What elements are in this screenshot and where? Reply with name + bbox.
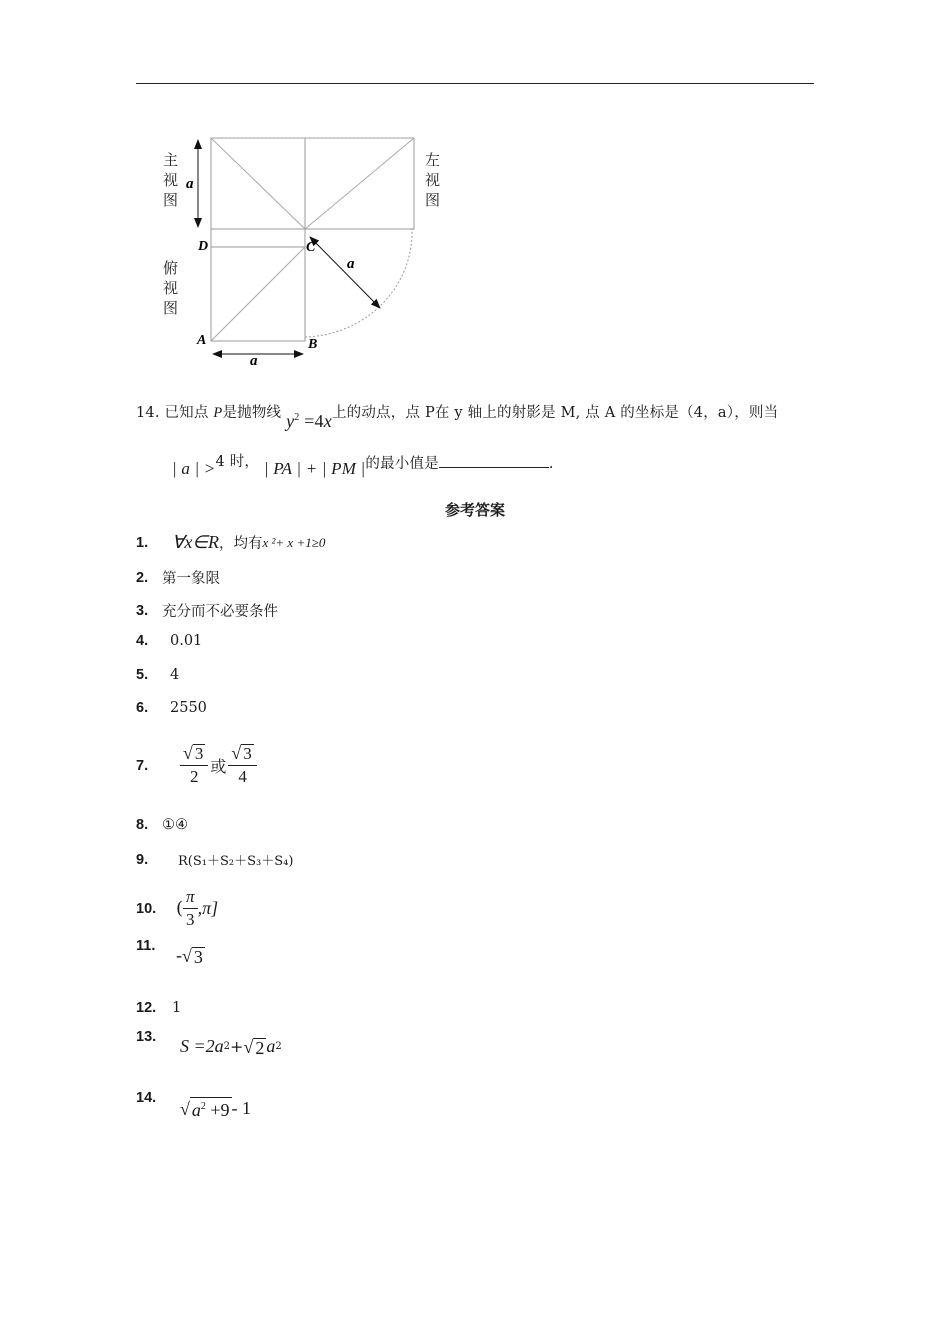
answer-7: 7. √ 3 2 或 √ 3 4 [136, 743, 259, 788]
point-a-label: A [197, 333, 207, 348]
width-label: a [250, 353, 258, 369]
answer-3: 3. 充分而不必要条件 [136, 602, 278, 620]
answer-blank [439, 453, 549, 468]
answer-6: 6. 2550 [136, 700, 207, 716]
answer-10: 10. ( $\frac{\pi}{3}$ ,π] [136, 887, 219, 929]
fraction-sqrt3-over-4: √ 3 4 [228, 743, 256, 788]
answer-8: 8. ①④ [136, 817, 188, 833]
answer-9: 9. R(S₁＋S₂＋S₃＋S₄) [136, 851, 294, 869]
front-view-label: 主视图 [163, 153, 179, 209]
left-view-label: 左视图 [425, 153, 441, 209]
pa-pm-expression: | PA | + | PM | [263, 459, 366, 478]
parabola-equation: $y^2 =4x$ [286, 411, 332, 431]
point-d-label: D [198, 239, 209, 254]
answer-2: 2. 第一象限 [136, 569, 220, 587]
answer-heading: 参考答案 [444, 501, 505, 519]
answer-4: 4. 0.01 [136, 633, 203, 649]
answer-13: 13. S =2a 2 + √ 2 a 2 [136, 1028, 282, 1058]
answer-1: 1. ∀x∈R ，均有 x ²+ x +1≥0 [136, 532, 326, 552]
point-b-label: B [308, 337, 318, 352]
height-label: a [186, 176, 194, 192]
answer-12: 12. 1 [136, 1000, 182, 1016]
projection-arc [305, 229, 412, 337]
answer-11: 11. - √ 3 [136, 937, 203, 967]
radius-arrow [310, 237, 380, 308]
top-view-diagonal [211, 247, 305, 341]
header-rule [136, 83, 814, 84]
abs-a: | a | > [172, 459, 216, 478]
top-view-label: 俯视图 [163, 261, 179, 317]
answer-14: 14. √ $a^2 +9$ - 1 [136, 1090, 252, 1120]
left-view-diagonal [305, 138, 414, 229]
answer-5: 5. 4 [136, 667, 180, 683]
question-14-line1: 14. 已知点 P是抛物线 $y^2 =4x$上的动点，点 P在 y 轴上的射影是 M, 点 A 的坐标是（4，a），则当 [136, 405, 779, 431]
question-14-line2: | a | >4 时， | PA | + | PM |的最小值是 . [172, 454, 554, 478]
radius-label: a [347, 256, 355, 272]
three-view-figure [150, 125, 450, 375]
front-view-diagonal [211, 138, 305, 229]
fraction-sqrt3-over-2: √ 3 2 [180, 743, 208, 788]
point-c-label: C [306, 240, 316, 255]
